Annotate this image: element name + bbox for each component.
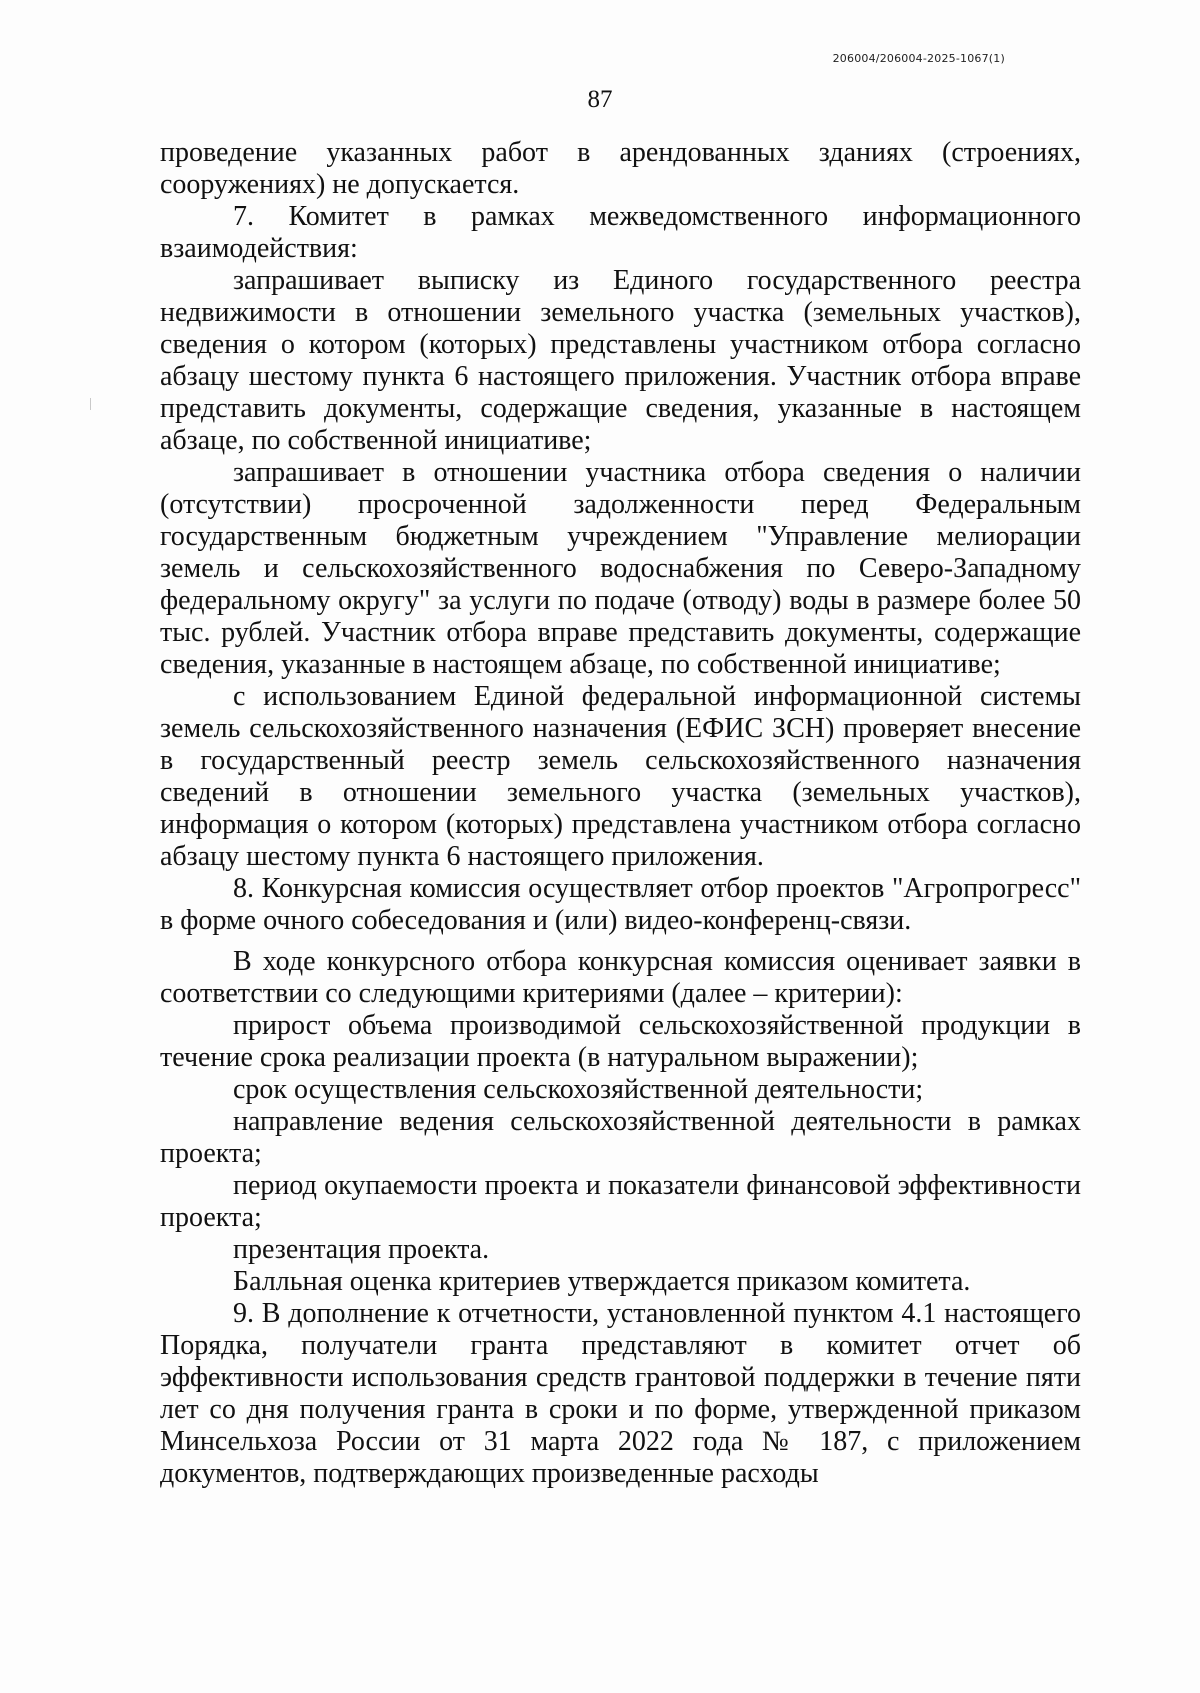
paragraph-criteria-intro: В ходе конкурсного отбора конкурсная комиссия оценивает заявки в соответствии со следующими критериями (далее – критерии): [160,946,1081,1009]
paragraph-scoring: Балльная оценка критериев утверждается приказом комитета. [233,1266,971,1297]
paragraph-efis-check: с использованием Единой федеральной информационной системы земель сельскохозяйственного назначения (ЕФИС ЗСН) проверяет внесение в государственный реестр земель сельскохозяйственного назначения сведений в отношении земельного участка (земельных участков), информация о котором (которых) представлена участником отбора согласно абзацу шестому пункта 6 настоящего приложения. [160,681,1081,872]
paragraph-clause-8: 8. Конкурсная комиссия осуществляет отбор проектов "Агропрогресс" в форме очного собеседования и (или) видео-конференц-связи. [160,873,1081,936]
paragraph-criterion-presentation: презентация проекта. [233,1234,490,1265]
paragraph-criterion-term: срок осуществления сельскохозяйственной деятельности; [233,1074,924,1105]
page-number: 87 [587,86,613,113]
paragraph-criterion-growth: прирост объема производимой сельскохозяйственной продукции в течение срока реализации проекта (в натуральном выражении); [160,1010,1081,1073]
document-id: 206004/206004-2025-1067(1) [832,52,1005,65]
paragraph-clause-9: 9. В дополнение к отчетности, установленной пунктом 4.1 настоящего Порядка, получатели гранта представляют в комитет отчет об эффективности использования средств грантовой поддержки в течение пяти лет со дня получения гранта в сроки и по форме, утвержденной приказом Минсельхоза России от 31 марта 2022 года № 187, с приложением документов, подтверждающих произведенные расходы [160,1298,1081,1489]
paragraph-egrn-request: запрашивает выписку из Единого государственного реестра недвижимости в отношении земельного участка (земельных участков), сведения о котором (которых) представлены участником отбора согласно абзацу шестому пункта 6 настоящего приложения. Участник отбора вправе представить документы, содержащие сведения, указанные в настоящем абзаце, по собственной инициативе; [160,265,1081,456]
paragraph-clause-7: 7. Комитет в рамках межведомственного информационного взаимодействия: [160,201,1081,264]
document-body [160,137,1081,1490]
paragraph-debt-request: запрашивает в отношении участника отбора сведения о наличии (отсутствии) просроченной задолженности перед Федеральным государственным бюджетным учреждением "Управление мелиорации земель и сельскохозяйственного водоснабжения по Северо-Западному федеральному округу" за услуги по подаче (отводу) воды в размере более 50 тыс. рублей. Участник отбора вправе представить документы, содержащие сведения, указанные в настоящем абзаце, по собственной инициативе; [160,457,1081,680]
paragraph-criterion-payback: период окупаемости проекта и показатели финансовой эффективности проекта; [160,1170,1081,1233]
scan-artifact [90,398,91,410]
paragraph-criterion-direction: направление ведения сельскохозяйственной деятельности в рамках проекта; [160,1106,1081,1169]
paragraph-continuation: проведение указанных работ в арендованных зданиях (строениях, сооружениях) не допускается. [160,137,1081,200]
